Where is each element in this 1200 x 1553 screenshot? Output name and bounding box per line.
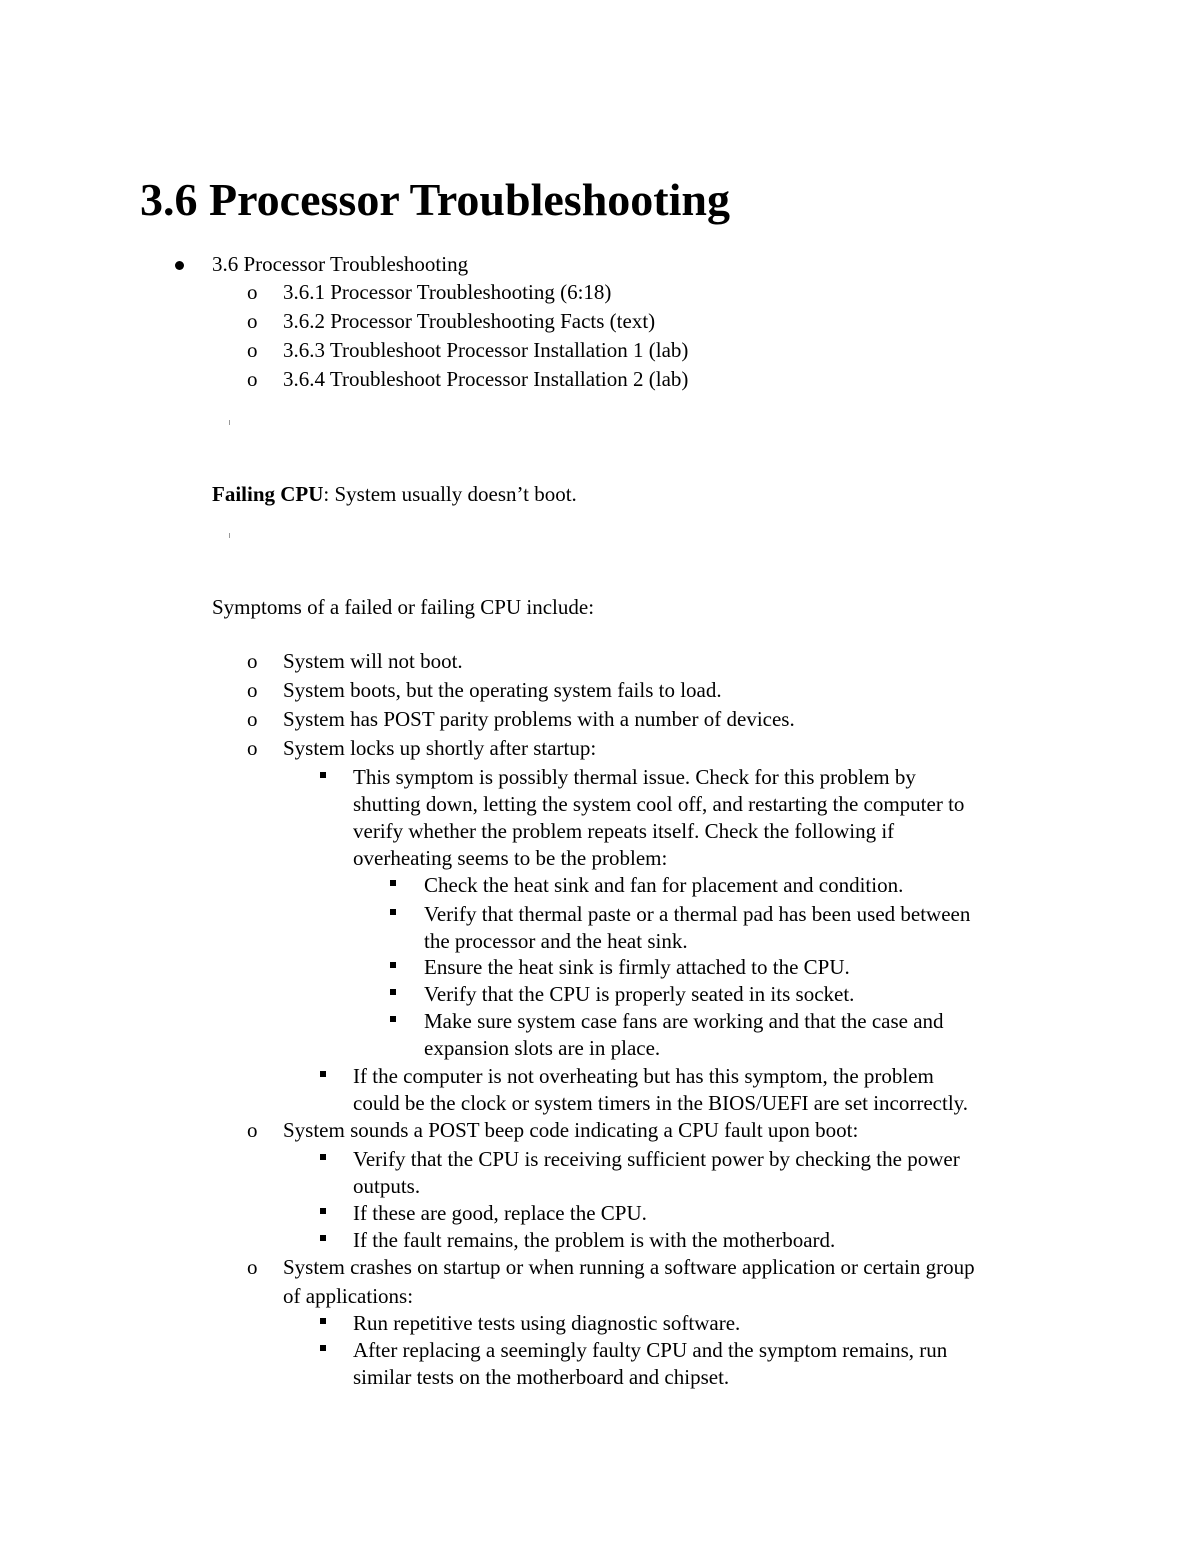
verify-power-line: Verify that the CPU is receiving sufficient power by checking the power [353, 1147, 960, 1171]
check-case-fans-line: expansion slots are in place. [424, 1036, 661, 1060]
bullet-square [320, 1208, 326, 1214]
symptom-os-fails: System boots, but the operating system fails to load. [283, 678, 722, 702]
check-case-fans-line: Make sure system case fans are working and that the case and [424, 1009, 944, 1033]
bullet-square [320, 1318, 326, 1324]
page-title: 3.6 Processor Troubleshooting [140, 174, 730, 225]
clock-timers-line: could be the clock or system timers in the BIOS/UEFI are set incorrectly. [353, 1091, 969, 1115]
bullet-square [320, 772, 326, 778]
toc-main-item: 3.6 Processor Troubleshooting [212, 252, 469, 276]
check-heat-sink-fan: Check the heat sink and fan for placement and condition. [424, 873, 904, 897]
bullet-square [320, 1345, 326, 1351]
bullet-square [320, 1235, 326, 1241]
bullet-circle: o [247, 280, 258, 304]
thermal-issue-line: verify whether the problem repeats itself. Check the following if [353, 819, 895, 843]
bullet-circle: o [247, 736, 258, 760]
replace-cpu: If these are good, replace the CPU. [353, 1201, 647, 1225]
failing-cpu-label: Failing CPU [212, 482, 324, 506]
symptom-locks-up: System locks up shortly after startup: [283, 736, 597, 760]
bullet-square [320, 1071, 326, 1077]
motherboard-fault: If the fault remains, the problem is with the motherboard. [353, 1228, 836, 1252]
empty-paragraph-mark [229, 420, 230, 425]
bullet-square [390, 962, 396, 968]
thermal-issue-line: shutting down, letting the system cool off, and restarting the computer to [353, 792, 965, 816]
bullet-square [390, 989, 396, 995]
bullet-circle: o [247, 309, 258, 333]
after-replacing-line: similar tests on the motherboard and chipset. [353, 1365, 730, 1389]
after-replacing-line: After replacing a seemingly faulty CPU and the symptom remains, run [353, 1338, 948, 1362]
symptom-crashes-line: System crashes on startup or when running a software application or certain group [283, 1255, 975, 1279]
toc-item-3-6-4: 3.6.4 Troubleshoot Processor Installation 2 (lab) [283, 367, 689, 391]
empty-paragraph-mark [229, 533, 230, 538]
failing-cpu-text: : System usually doesn’t boot. [323, 482, 577, 506]
check-cpu-seated: Verify that the CPU is properly seated in its socket. [424, 982, 855, 1006]
thermal-issue-line: This symptom is possibly thermal issue. Check for this problem by [353, 765, 916, 789]
clock-timers-line: If the computer is not overheating but has this symptom, the problem [353, 1064, 934, 1088]
symptom-no-boot: System will not boot. [283, 649, 463, 673]
bullet-disc [175, 261, 184, 270]
symptoms-intro: Symptoms of a failed or failing CPU include: [212, 595, 595, 619]
bullet-circle: o [247, 367, 258, 391]
bullet-circle: o [247, 649, 258, 673]
thermal-issue-line: overheating seems to be the problem: [353, 846, 668, 870]
check-heat-sink-attached: Ensure the heat sink is firmly attached to the CPU. [424, 955, 850, 979]
bullet-circle: o [247, 338, 258, 362]
check-thermal-paste-line: the processor and the heat sink. [424, 929, 688, 953]
run-repetitive-tests: Run repetitive tests using diagnostic software. [353, 1311, 741, 1335]
symptom-post-parity: System has POST parity problems with a number of devices. [283, 707, 795, 731]
bullet-square [390, 909, 396, 915]
bullet-circle: o [247, 1255, 258, 1279]
bullet-circle: o [247, 1118, 258, 1142]
bullet-square [390, 880, 396, 886]
verify-power-line: outputs. [353, 1174, 421, 1198]
toc-item-3-6-3: 3.6.3 Troubleshoot Processor Installation 1 (lab) [283, 338, 689, 362]
bullet-square [390, 1016, 396, 1022]
failing-cpu-paragraph [212, 481, 577, 508]
toc-item-3-6-2: 3.6.2 Processor Troubleshooting Facts (text) [283, 309, 656, 333]
symptom-post-beep: System sounds a POST beep code indicating a CPU fault upon boot: [283, 1118, 859, 1142]
bullet-circle: o [247, 678, 258, 702]
toc-item-3-6-1: 3.6.1 Processor Troubleshooting (6:18) [283, 280, 612, 304]
bullet-square [320, 1154, 326, 1160]
symptom-crashes-line: of applications: [283, 1284, 414, 1308]
check-thermal-paste-line: Verify that thermal paste or a thermal pad has been used between [424, 902, 971, 926]
bullet-circle: o [247, 707, 258, 731]
